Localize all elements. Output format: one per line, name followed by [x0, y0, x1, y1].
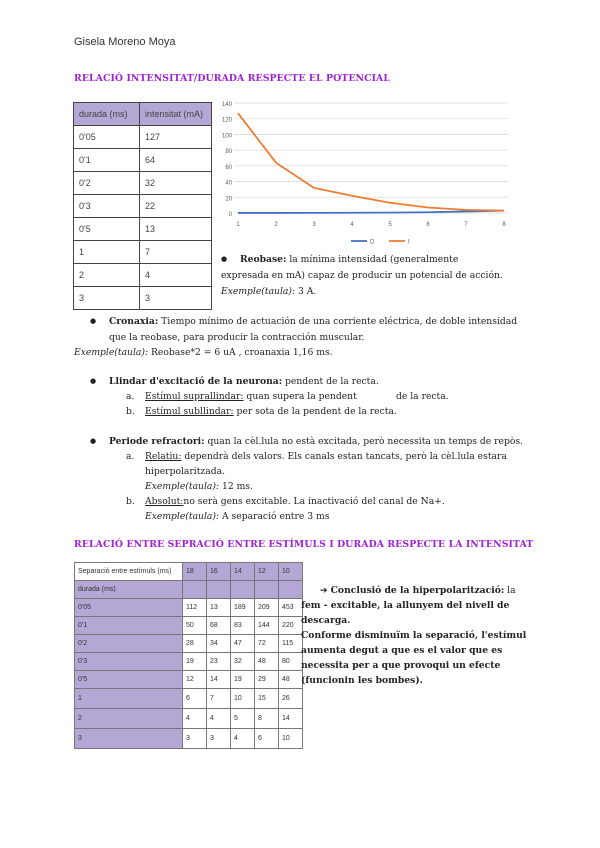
table-row: [74, 195, 212, 218]
separation-intensity-table: [74, 562, 303, 749]
x-tick-label: 7: [464, 222, 468, 228]
reobase-def2: expresada en mA) capaz de producir un potencial de acción.: [221, 270, 503, 281]
table-cell: 0'2: [74, 172, 140, 195]
llindar-b-text: per sota de la pendent de la recta.: [233, 406, 397, 417]
refractori-term: Periode refractori:: [109, 436, 205, 447]
table-cell: 72: [255, 635, 279, 653]
table-row: [74, 149, 212, 172]
conclusion-line4: (funcionin les bombes).: [301, 675, 423, 686]
table-cell: 209: [255, 599, 279, 617]
y-tick-label: 20: [225, 196, 232, 203]
table-cell: 0'5: [74, 218, 140, 241]
table-cell: 127: [140, 126, 212, 149]
table-cell: 0'3: [74, 195, 140, 218]
table-cell: 10: [231, 689, 255, 709]
table-header-cell: [279, 581, 303, 599]
table-cell: 0'1: [75, 617, 183, 635]
refractori-def: quan la cèl.lula no està excitada, però necessita un temps de repòs.: [204, 436, 524, 447]
legend-label: I: [408, 239, 410, 246]
y-tick-label: 140: [221, 102, 232, 108]
refractori-a-text1: dependrà dels valors. Els canals estan tancats, però la cèl.lula estara: [181, 451, 507, 462]
table-header-cell: 18: [183, 563, 207, 581]
table-cell: 14: [279, 709, 303, 729]
table-row: [74, 241, 212, 264]
table-cell: 8: [255, 709, 279, 729]
table-cell: 4: [140, 264, 212, 287]
refractori-a-term: Relatiu:: [145, 451, 182, 462]
llindar-b-term: Estímul subllindar:: [145, 406, 234, 417]
table-cell: 220: [279, 617, 303, 635]
table-header-cell: 12: [255, 563, 279, 581]
table-cell: 14: [207, 671, 231, 689]
table-cell: 64: [140, 149, 212, 172]
table-cell: 13: [140, 218, 212, 241]
table-cell: 0'3: [75, 653, 183, 671]
cronaxia-def2: que la reobase, para producir la contracción muscular.: [109, 332, 365, 343]
x-tick-label: 2: [274, 222, 278, 228]
conclusion-title-line3: descarga.: [301, 615, 351, 626]
table-cell: 189: [231, 599, 255, 617]
table-cell: 80: [279, 653, 303, 671]
table-row: [74, 172, 212, 195]
table-cell: 0'5: [75, 671, 183, 689]
table-header-cell: 14: [231, 563, 255, 581]
table-cell: 83: [231, 617, 255, 635]
table-row: [75, 635, 303, 653]
table-cell: 50: [183, 617, 207, 635]
x-tick-label: 8: [502, 222, 506, 228]
llindar-b-marker: b.: [126, 406, 135, 417]
table-header-cell: [231, 581, 255, 599]
section1-heading: RELACIÓ INTENSITAT/DURADA RESPECTE EL POTENCIAL: [74, 73, 390, 84]
intensity-duration-chart: [218, 96, 518, 248]
table-cell: 19: [231, 671, 255, 689]
table-cell: 23: [207, 653, 231, 671]
cronaxia-term: Cronaxia:: [109, 316, 159, 327]
table-cell: 0'05: [74, 126, 140, 149]
table-cell: 115: [279, 635, 303, 653]
table-cell: 12: [183, 671, 207, 689]
conclusion-title: Conclusió de la hiperpolarització:: [330, 585, 505, 596]
table-cell: 453: [279, 599, 303, 617]
table-cell: 26: [279, 689, 303, 709]
refractori-a-example-label: Exemple(taula):: [145, 481, 220, 492]
table-header-cell: 16: [207, 563, 231, 581]
reobase-term: Reobase:: [240, 254, 287, 265]
refractori-a: [126, 449, 507, 464]
table-cell: 3: [74, 287, 140, 310]
table-row: [74, 287, 212, 310]
table-row: [74, 126, 212, 149]
table-cell: 3: [75, 729, 183, 749]
llindar-term: Llindar d'excitació de la neurona:: [109, 376, 283, 387]
llindar-a-marker: a.: [126, 391, 135, 402]
x-tick-label: 4: [350, 222, 354, 228]
table-cell: 28: [183, 635, 207, 653]
x-tick-label: 3: [312, 222, 316, 228]
table-cell: 29: [255, 671, 279, 689]
table-cell: 48: [279, 671, 303, 689]
table-cell: 34: [207, 635, 231, 653]
table-row: [74, 264, 212, 287]
duration-intensity-table: [73, 102, 212, 310]
refractori-b-marker: b.: [126, 496, 135, 507]
legend-label: D: [370, 239, 375, 246]
series-line-I: [238, 113, 504, 210]
table-header-cell: intensitat (mA): [140, 103, 212, 126]
table-cell: 1: [75, 689, 183, 709]
conclusion-title-line2: fem - excitable, la allunyem del nivell de: [301, 600, 510, 611]
conclusion-title-tail: la: [504, 585, 516, 596]
refractori-a-example-value: 12 ms.: [219, 481, 253, 492]
llindar-a-term: Estímul suprallindar:: [145, 391, 244, 402]
y-tick-label: 120: [221, 117, 232, 124]
llindar-def: pendent de la recta.: [282, 376, 379, 387]
cronaxia-example-label: Exemple(taula):: [74, 347, 149, 358]
table-cell: 4: [207, 709, 231, 729]
refractori-b-example: [145, 509, 329, 524]
llindar-b: [126, 404, 397, 419]
table-cell: 10: [279, 729, 303, 749]
table-cell: 32: [231, 653, 255, 671]
conclusion-line2: aumenta degut a que es el valor que es: [301, 645, 503, 656]
x-tick-label: 5: [388, 222, 392, 228]
refractori-a-example: [145, 479, 253, 494]
table-cell: 3: [207, 729, 231, 749]
llindar-a-text: quan supera la pendent: [243, 391, 357, 402]
table-cell: 32: [140, 172, 212, 195]
table-cell: 112: [183, 599, 207, 617]
table-row: [75, 689, 303, 709]
table-cell: 0'2: [75, 635, 183, 653]
table-header-cell: [183, 581, 207, 599]
table-header-row: [74, 103, 212, 126]
conclusion-line1: Conforme disminuïm la separació, l'estímul: [301, 630, 527, 641]
table-cell: 144: [255, 617, 279, 635]
table-cell: 2: [75, 709, 183, 729]
table-header-cell: durada (ms): [74, 103, 140, 126]
table-cell: 3: [183, 729, 207, 749]
section2-heading: RELACIÓ ENTRE SEPRACIÓ ENTRE ESTÍMULS I DURADA RESPECTE LA INTENSITAT: [74, 539, 534, 550]
arrow-icon: ➔: [320, 585, 328, 596]
table-cell: 2: [74, 264, 140, 287]
cronaxia-example: [74, 345, 333, 360]
reobase-example: [221, 284, 316, 299]
table-row: [75, 653, 303, 671]
refractori-b-example-label: Exemple(taula):: [145, 511, 220, 522]
y-tick-label: 0: [228, 212, 232, 218]
refractori-b-text: no serà gens excitable. La inactivació del canal de Na+.: [183, 496, 445, 507]
reobase-example-label: Exemple(taula):: [221, 286, 296, 297]
cronaxia-def1: Tiempo mínimo de actuación de una corriente eléctrica, de doble intensidad: [158, 316, 518, 327]
author-name: Gisela Moreno Moya: [74, 36, 176, 48]
reobase-line1: [240, 252, 458, 267]
table-header-cell: Separació entre estímuls (ms): [75, 563, 183, 581]
table-cell: 3: [140, 287, 212, 310]
table-row: [75, 671, 303, 689]
table-cell: 15: [255, 689, 279, 709]
table-cell: 4: [183, 709, 207, 729]
table-cell: 5: [231, 709, 255, 729]
reobase-example-value: 3 A.: [295, 286, 317, 297]
cronaxia-example-value: Reobase*2 = 6 uA , croanaxia 1,16 ms.: [148, 347, 333, 358]
table-header-cell: [255, 581, 279, 599]
table-header-cell: 10: [279, 563, 303, 581]
table-header-cell: [207, 581, 231, 599]
table-header-row: [75, 563, 303, 581]
x-tick-label: 1: [236, 222, 240, 228]
table-row: [75, 729, 303, 749]
llindar-a: [126, 389, 357, 404]
table-cell: 47: [231, 635, 255, 653]
table-header-row: [75, 581, 303, 599]
refractori-a-text2: hiperpolaritzada.: [145, 466, 226, 477]
y-tick-label: 40: [225, 180, 232, 187]
llindar-a-text2: de la recta.: [396, 391, 449, 402]
table-header-cell: durada (ms): [75, 581, 183, 599]
reobase-def1: la mínima intensidad (generalmente: [286, 254, 459, 265]
table-cell: 1: [74, 241, 140, 264]
table-cell: 48: [255, 653, 279, 671]
table-row: [75, 617, 303, 635]
conclusion-title-line1: [320, 583, 516, 598]
table-cell: 19: [183, 653, 207, 671]
llindar-line: [109, 374, 379, 389]
x-tick-label: 6: [426, 222, 430, 228]
y-tick-label: 60: [225, 164, 232, 171]
table-row: [75, 599, 303, 617]
refractori-b-example-value: A separació entre 3 ms: [219, 511, 330, 522]
table-cell: 6: [255, 729, 279, 749]
table-cell: 68: [207, 617, 231, 635]
table-cell: 13: [207, 599, 231, 617]
conclusion-line3: necessita per a que provoqui un efecte: [301, 660, 501, 671]
table-row: [74, 218, 212, 241]
table-cell: 7: [207, 689, 231, 709]
cronaxia-line1: [109, 314, 517, 329]
table-cell: 4: [231, 729, 255, 749]
table-cell: 0'1: [74, 149, 140, 172]
y-tick-label: 100: [221, 133, 232, 140]
table-cell: 22: [140, 195, 212, 218]
y-tick-label: 80: [225, 149, 232, 156]
refractori-line: [109, 434, 523, 449]
refractori-b-term: Absolut:: [145, 496, 184, 507]
refractori-a-marker: a.: [126, 451, 135, 462]
refractori-b: [126, 494, 445, 509]
table-cell: 6: [183, 689, 207, 709]
table-row: [75, 709, 303, 729]
table-cell: 0'05: [75, 599, 183, 617]
table-cell: 7: [140, 241, 212, 264]
